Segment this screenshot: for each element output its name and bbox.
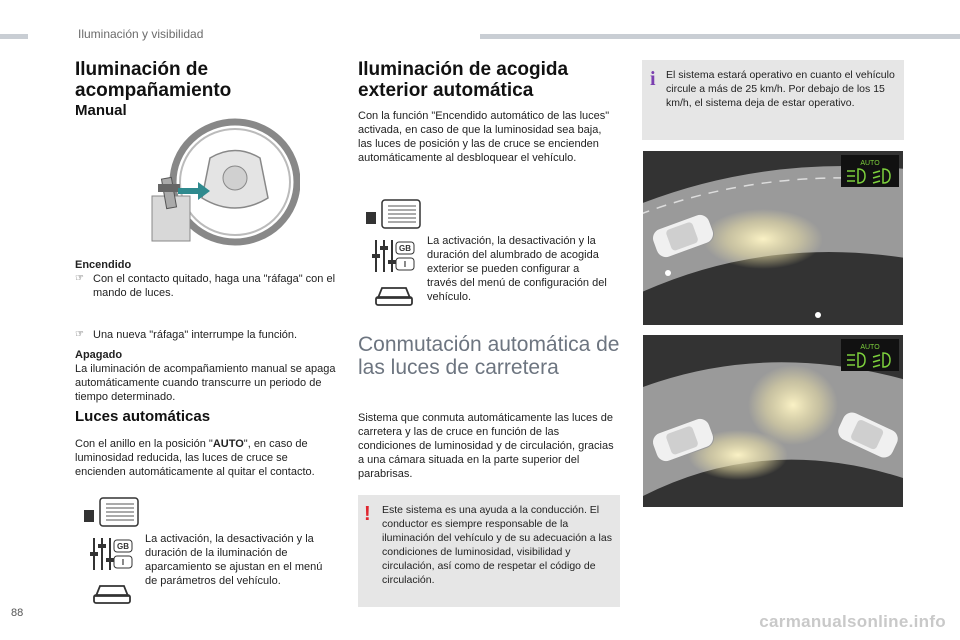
info-text: El sistema estará operativo en cuanto el vehículo circule a más de 25 km/h. Por debajo de los 15 km/h, el sistema deja de estar operativo. — [666, 69, 895, 109]
manual-heading: Manual — [75, 102, 127, 119]
gb-label: GB — [399, 244, 411, 253]
settings-sliders-icon — [90, 538, 114, 570]
settings-sliders-icon — [372, 240, 396, 272]
watermark: carmanualsonline.info — [759, 612, 946, 631]
left-title: Iluminación de acompañamiento — [75, 59, 232, 101]
page-number: 88 — [11, 607, 24, 619]
screen-small-icon — [366, 212, 376, 224]
auto-text — [75, 437, 337, 479]
header-bar-right — [480, 34, 960, 39]
gb-label: GB — [117, 542, 129, 551]
switch-text: Sistema que conmuta automáticamente las luces de carretera y las de cruce en función de las condiciones de luminosidad y de circulación, gracias a una cámara situada en la parte superior del parabrisas. — [358, 412, 614, 480]
warning-icon: ! — [364, 503, 371, 525]
auto-text-post: ", en caso de luminosidad reducida, las luces de cruce se encienden automáticamente al quitar el contacto. — [75, 438, 315, 478]
middle-title: Iluminación de acogida exterior automática — [358, 59, 569, 101]
auto-text-pre: Con el anillo en la posición " — [75, 438, 213, 450]
section-title: Iluminación y visibilidad — [78, 27, 204, 41]
headlight-scene-1 — [643, 151, 903, 325]
middle-config-icons — [362, 198, 426, 308]
middle-intro: Con la función "Encendido automático de las luces" activada, en caso de que la luminosidad sea baja, las luces de posición y las de cruce se encienden automáticamente al desbloquear el vehículo. — [358, 110, 610, 164]
warning-text: Este sistema es una ayuda a la conducción. El conductor es siempre responsable de la iluminación del vehículo y de su adecuación a las condiciones de luminosidad, visibilidad y circulación, así como de respetar el código de circulación. — [382, 504, 612, 586]
warning-box — [358, 495, 620, 607]
steering-wheel-illustration — [140, 118, 300, 258]
auto-badge-2-label: AUTO — [860, 344, 880, 351]
i-label: I — [403, 260, 407, 269]
headlight-scene-2 — [643, 335, 903, 507]
screen-small-icon — [84, 510, 94, 522]
left-config-text: La activación, la desactivación y la duración de la iluminación de aparcamiento se ajustan en el menú de parámetros del vehículo. — [145, 533, 323, 587]
header-bar-left — [0, 34, 28, 39]
auto-heading: Luces automáticas — [75, 408, 211, 425]
switch-heading: Conmutación automática de las luces de carretera — [358, 333, 620, 379]
auto-badge-1-label: AUTO — [860, 160, 880, 167]
off-text: La iluminación de acompañamiento manual se apaga automáticamente cuando transcurre un periodo de tiempo determinado. — [75, 363, 336, 403]
auto-text-bold: AUTO — [212, 438, 244, 450]
on-bullet-2: ☞ Una nueva "ráfaga" interrumpe la función. — [75, 328, 355, 342]
on-bullet-1: ☞ Con el contacto quitado, haga una "ráfaga" con el mando de luces. — [75, 272, 355, 300]
left-config-icons — [80, 496, 142, 606]
i-label: I — [121, 558, 125, 567]
info-icon: i — [650, 68, 656, 90]
off-label: Apagado — [75, 349, 123, 361]
on-label: Encendido — [75, 259, 132, 271]
info-box — [642, 60, 904, 140]
middle-config-text: La activación, la desactivación y la duración del alumbrado de acogida exterior se pueden configurar a través del menú de configuración del vehículo. — [427, 235, 607, 303]
